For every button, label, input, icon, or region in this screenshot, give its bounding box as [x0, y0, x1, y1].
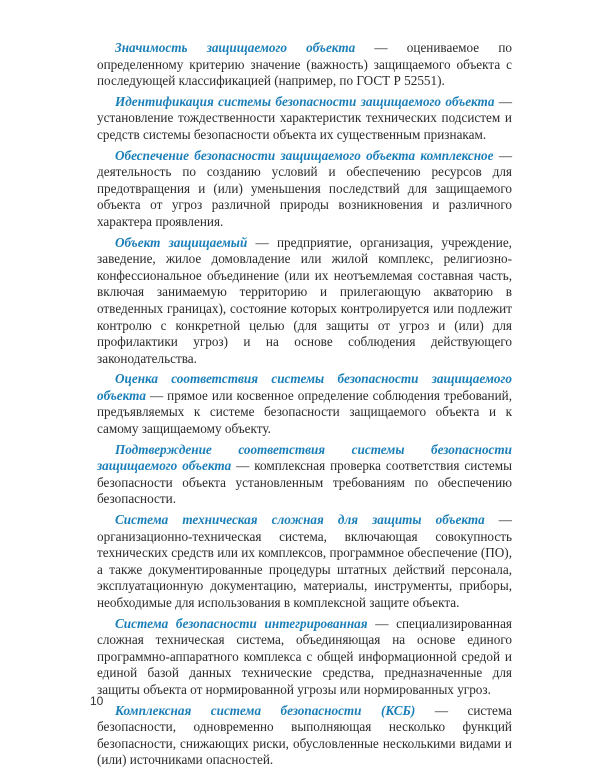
glossary-entry — [97, 94, 512, 144]
glossary-term: Комплексная система безопасности (КСБ) — [115, 702, 416, 718]
glossary-definition: — деятельность по созданию условий и обеспечению ресурсов для предотвращения и (или) уменьшения последствий для защищаемого объекта от угроз различной природы возникновения и различного характера проявления. — [97, 147, 513, 229]
glossary-term: Обеспечение безопасности защищаемого объекта комплексное — [115, 147, 494, 163]
glossary-body — [97, 40, 512, 773]
glossary-entry — [97, 40, 512, 90]
glossary-definition: — оцениваемое по определенному критерию значение (важность) защищаемого объекта с последующей классификацией (например, по ГОСТ Р 52551). — [97, 40, 512, 89]
glossary-term: Объект защищаемый — [115, 234, 248, 250]
page-number: 10 — [90, 694, 104, 708]
glossary-definition: — организационно-техническая система, включающая совокупность технических средств или их комплексов, программное обеспечение (ПО), а также документированные процедуры штатных действий персонала, эксплуатационную документацию, материалы, инструменты, приборы, необходимые для использования в комплексной защите объекта. — [97, 512, 512, 610]
glossary-term: Система техническая сложная для защиты объекта — [115, 512, 485, 528]
glossary-entry — [97, 148, 512, 231]
glossary-entry — [97, 512, 512, 612]
glossary-term: Подтверждение соответствия системы безопасности защищаемого объекта — [97, 441, 512, 474]
glossary-definition: — система безопасности, одновременно выполняющая несколько функций безопасности, снижающих риски, обусловленные несколькими видами и (или) источниками опасностей. — [97, 702, 512, 768]
glossary-entry — [97, 235, 512, 368]
glossary-entry — [97, 703, 512, 769]
glossary-definition: — специализированная сложная техническая система, объединяющая на основе единого программно-аппаратного комплекса с общей информационной средой и единой базой данных технические средства, предназначенные для защиты объекта от нормированной угрозы или нормированных угроз. — [97, 615, 512, 697]
glossary-definition: — предприятие, организация, учреждение, заведение, жилое домовладение или жилой комплекс, религиозно-конфессиональное объединение (или их неотъемлемая составная часть, включая занимаемую территорию и прилегающую акваторию в отведенных границах), состояние которых контролируется или подлежит контролю с конкретной целью (для защиты от угроз и (или) для профилактики угроз) и на основе соблюдения действующего законодательства. — [97, 234, 512, 366]
glossary-term: Идентификация системы безопасности защищаемого объекта — [115, 93, 495, 109]
glossary-definition: — установление тождественности характеристик технических подсистем и средств системы безопасности объекта их существенным признакам. — [97, 93, 513, 142]
glossary-entry — [97, 616, 512, 699]
glossary-entry — [97, 442, 512, 508]
glossary-term: Значимость защищаемого объекта — [115, 40, 356, 55]
glossary-definition: — прямое или косвенное определение соблюдения требований, предъявляемых к системе безопасности защищаемого объекта и к самому защищаемому объекту. — [97, 387, 512, 437]
glossary-term: Система безопасности интегрированная — [115, 615, 368, 631]
glossary-term: Оценка соответствия системы безопасности защищаемого объекта — [97, 371, 512, 403]
glossary-entry — [97, 371, 512, 437]
glossary-definition: — комплексная проверка соответствия системы безопасности объекта установленным требованиям по обеспечению безопасности. — [97, 458, 512, 507]
